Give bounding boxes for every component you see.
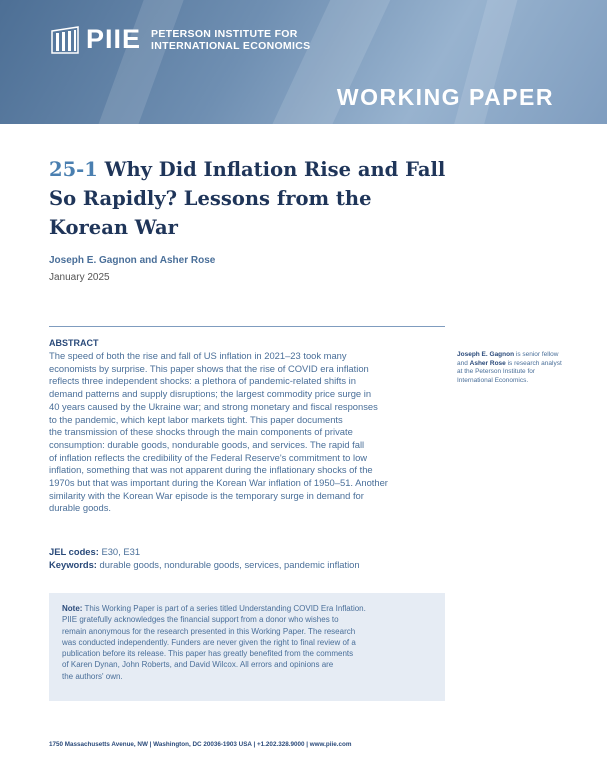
keywords-value: durable goods, nondurable goods, services, pandemic inflation: [96, 559, 360, 570]
title-line1: Why Did Inflation Rise and Fall: [104, 158, 446, 181]
bio-author2-name: Asher Rose: [469, 359, 506, 367]
org-name: [151, 28, 310, 52]
classification-block: [49, 545, 360, 571]
title-line2: So Rapidly? Lessons from the: [49, 187, 372, 210]
piie-logo[interactable]: [50, 24, 310, 55]
footer-contact: 1750 Massachusetts Avenue, NW | Washington, DC 20036-1903 USA | +1.202.328.9000 | www.piie.com: [49, 741, 352, 748]
document-type-label: WORKING PAPER: [336, 84, 554, 110]
note-text: [62, 603, 442, 682]
abstract-body: The speed of both the rise and fall of US inflation in 2021–23 took many economists by surprise. This paper shows that the rise of COVID era inflation reflects three independent shocks: a plethora of pandemic-related shifts in demand patterns and supply disruptions; the largest commodity price surge in 40 years caused by the Ukraine war; and strong monetary and fiscal responses to the pandemic, which kept labor markets tight. This paper documents the transmission of these shocks through the main components of private consumption: durable goods, nondurable goods, and services. The rapid fall of inflation reflects the credibility of the Federal Reserve's commitment to low inflation, something that was not apparent during the inflationary shocks of the 1970s but that was important during the Korean War inflation of 1950–51. Another similarity with the Korean War episode is the temporary surge in demand for durable goods.: [49, 350, 388, 514]
keywords-label: Keywords:: [49, 559, 97, 570]
author-bio-sidebar: [457, 351, 567, 385]
jel-label: JEL codes:: [49, 546, 99, 557]
org-name-line1: PETERSON INSTITUTE FOR: [151, 27, 298, 40]
section-divider: [49, 326, 445, 327]
jel-codes: [49, 545, 360, 558]
header-banner: [0, 0, 607, 124]
logo-acronym: PIIE: [86, 24, 142, 54]
banner-glass-beam: [89, 0, 191, 124]
note-box: [49, 593, 445, 701]
org-name-line2: INTERNATIONAL ECONOMICS: [151, 39, 311, 52]
paper-authors: Joseph E. Gagnon and Asher Rose: [49, 255, 216, 266]
note-body: This Working Paper is part of a series titled Understanding COVID Era Inflation. PIIE gratefully acknowledges the financial support from a donor who wishes to remain anonymous for the research presented in this Working Paper. The research was conducted independently. Funders are never given the right to final review of a publication before its release. This paper has greatly benefited from the comments of Karen Dynan, John Roberts, and David Wilcox. All errors and opinions are the authors' own.: [62, 604, 366, 681]
bio-text2: is research analyst at the Peterson Institute for International Economics.: [457, 359, 562, 384]
piie-building-icon: [50, 25, 80, 55]
bio-text1: is senior fellow and: [457, 351, 559, 367]
keywords: [49, 558, 360, 571]
title-line3: Korean War: [49, 216, 178, 239]
jel-value: E30, E31: [98, 546, 141, 557]
paper-title: [49, 155, 449, 242]
note-label: Note:: [62, 604, 83, 613]
paper-number: 25-1: [49, 158, 98, 181]
paper-date: January 2025: [49, 272, 110, 283]
bio-author1-name: Joseph E. Gagnon: [457, 351, 515, 358]
abstract-heading: ABSTRACT: [49, 338, 99, 348]
